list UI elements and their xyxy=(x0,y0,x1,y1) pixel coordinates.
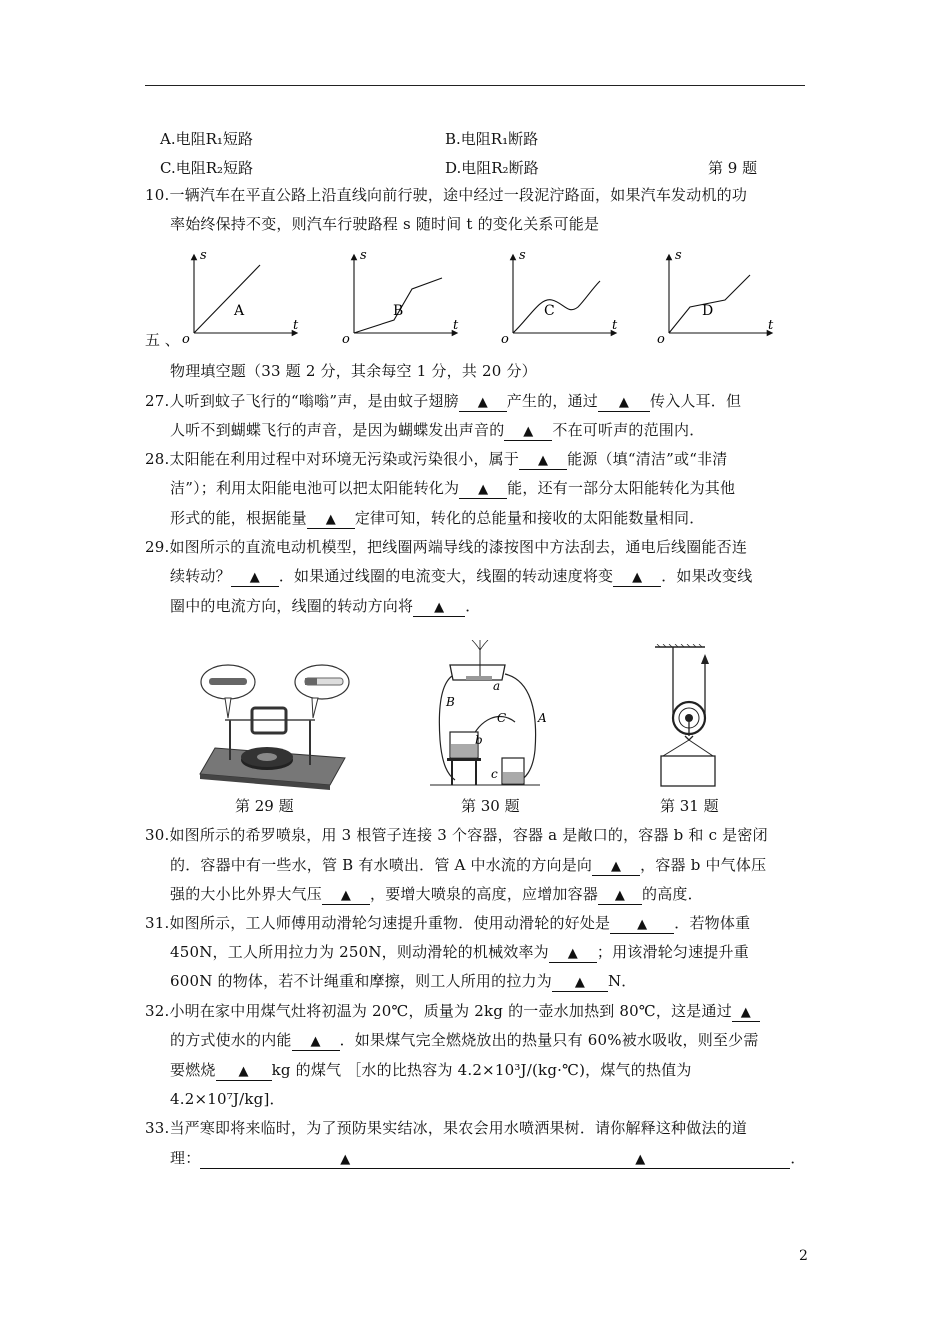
q32-text-3b: kg 的煤气 ［水的比热容为 4.2×10³J/(kg·℃)，煤气的热值为 xyxy=(271,1061,692,1079)
fig30-label-B: B xyxy=(446,695,455,709)
graph-a xyxy=(194,257,295,333)
q29-text-3a: 圈中的电流方向，线圈的转动方向将 xyxy=(170,597,414,615)
q31-text-3b: N． xyxy=(607,972,637,990)
graph-b-y-label: s xyxy=(360,248,367,263)
q31-line-3 xyxy=(170,971,636,992)
q28-line-2 xyxy=(170,478,735,499)
q30-text-2a: 的．容器中有一些水，管 B 有水喷出．管 A 中水流的方向是向 xyxy=(170,856,593,874)
q27-text-1a: 27.人听到蚊子飞行的“嗡嗡”声，是由蚊子翅膀 xyxy=(145,392,459,410)
q9-option-b: B.电阻R₁断路 xyxy=(445,130,539,148)
q31-blank-2[interactable]: ▲ xyxy=(549,946,597,963)
fig30-caption: 第 30 题 xyxy=(461,797,520,815)
graph-a-letter: A xyxy=(234,303,245,319)
q30-line-2 xyxy=(170,855,766,876)
q28-text-3b: 定律可知，转化的总能量和接收的太阳能数量相同． xyxy=(354,509,705,527)
q27-text-1c: 传入人耳．但 xyxy=(650,392,742,410)
q29-line-2 xyxy=(170,566,752,587)
graph-b-origin: o xyxy=(342,332,350,347)
q32-text-2b: ．如果煤气完全燃烧放出的热量只有 60%被水吸收，则至少需 xyxy=(339,1031,759,1049)
q30-text-3a: 强的大小比外界大气压 xyxy=(170,885,323,903)
q28-blank-1[interactable]: ▲ xyxy=(519,453,567,470)
graph-c-y-label: s xyxy=(519,248,526,263)
fig30-label-b: b xyxy=(475,733,483,747)
q28-text-3a: 形式的能，根据能量 xyxy=(170,509,307,527)
q29-blank-2[interactable]: ▲ xyxy=(613,570,661,587)
section-number: 五 、 xyxy=(145,331,180,349)
q32-line-3 xyxy=(170,1060,692,1081)
q30-blank-1[interactable]: ▲ xyxy=(592,859,640,876)
q31-text-1b: ．若物体重 xyxy=(674,914,751,932)
q33-text-2b: ． xyxy=(790,1149,806,1167)
fig29-motor-diagram xyxy=(195,660,355,790)
q10-line-1: 10.一辆汽车在平直公路上沿直线向前行驶，途中经过一段泥泞路面，如果汽车发动机的功 xyxy=(145,186,748,204)
q28-line-3 xyxy=(170,508,704,529)
graph-a-curve xyxy=(194,265,260,333)
q32-blank-2[interactable]: ▲ xyxy=(292,1034,340,1051)
graph-d-y-label: s xyxy=(675,248,682,263)
q32-line-4: 4.2×10⁷J/kg]． xyxy=(170,1090,285,1108)
q32-line-1 xyxy=(145,1001,760,1022)
graph-b xyxy=(354,257,455,333)
q31-text-1a: 31.如图所示，工人师傅用动滑轮匀速提升重物．使用动滑轮的好处是 xyxy=(145,914,611,932)
q32-text-1: 32.小明在家中用煤气灶将初温为 20℃，质量为 2kg 的一壶水加热到 80℃，这是通过 xyxy=(145,1002,732,1020)
q32-text-3a: 要燃烧 xyxy=(170,1061,216,1079)
q9-option-d: D.电阻R₂断路 xyxy=(445,159,539,177)
q32-blank-1[interactable]: ▲ xyxy=(732,1005,760,1022)
fig29-caption: 第 29 题 xyxy=(235,797,294,815)
q28-text-1b: 能源（填“清洁”或“非清 xyxy=(567,450,728,468)
q27-blank-3[interactable]: ▲ xyxy=(504,424,552,441)
q29-blank-1[interactable]: ▲ xyxy=(231,570,279,587)
q27-text-1b: 产生的，通过 xyxy=(506,392,598,410)
q30-line-1: 30.如图所示的希罗喷泉，用 3 根管子连接 3 个容器，容器 a 是敞口的，容器 b 和 c 是密闭 xyxy=(145,826,768,844)
graph-b-x-label: t xyxy=(453,318,459,333)
q31-line-1 xyxy=(145,913,750,934)
q32-blank-3[interactable]: ▲ xyxy=(216,1064,272,1081)
q29-line-3 xyxy=(170,596,480,617)
header-rule xyxy=(145,85,805,86)
q33-text-2a: 理： xyxy=(170,1149,201,1167)
q28-text-2b: 能，还有一部分太阳能转化为其他 xyxy=(507,479,736,497)
q9-figure-label: 第 9 题 xyxy=(708,159,758,177)
graph-c-x-label: t xyxy=(612,318,618,333)
fig30-label-C: C xyxy=(497,711,507,725)
q33-blank-1[interactable]: ▲ xyxy=(200,1152,490,1169)
q29-line-1: 29.如图所示的直流电动机模型，把线圈两端导线的漆按图中方法刮去，通电后线圈能否连 xyxy=(145,538,748,556)
fig30-heron-fountain xyxy=(430,640,570,790)
graph-c-letter: C xyxy=(544,303,555,319)
graph-c-curve xyxy=(513,281,600,333)
q27-blank-1[interactable]: ▲ xyxy=(459,395,507,412)
q28-text-2a: 洁”）；利用太阳能电池可以把太阳能转化为 xyxy=(170,479,460,497)
fig30-label-c: c xyxy=(491,767,498,781)
q30-line-3 xyxy=(170,884,703,905)
q31-blank-3[interactable]: ▲ xyxy=(552,975,608,992)
graph-d-origin: o xyxy=(657,332,665,347)
q30-text-3c: 的高度． xyxy=(642,885,703,903)
q29-text-3b: ． xyxy=(465,597,481,615)
q30-text-3b: ，要增大喷泉的高度，应增加容器 xyxy=(370,885,599,903)
q33-line-2 xyxy=(170,1148,806,1169)
q32-text-2a: 的方式使水的内能 xyxy=(170,1031,292,1049)
q28-text-1a: 28.太阳能在利用过程中对环境无污染或污染很小，属于 xyxy=(145,450,520,468)
q29-text-2b: ．如果通过线圈的电流变大，线圈的转动速度将变 xyxy=(278,567,614,585)
q33-blank-2[interactable]: ▲ xyxy=(490,1152,790,1169)
q30-text-2b: ，容器 b 中气体压 xyxy=(640,856,767,874)
graph-d-x-label: t xyxy=(768,318,774,333)
q31-text-3a: 600N 的物体，若不计绳重和摩擦，则工人所用的拉力为 xyxy=(170,972,552,990)
section-title: 物理填空题（33 题 2 分，其余每空 1 分，共 20 分） xyxy=(170,362,537,380)
q9-option-c: C.电阻R₂短路 xyxy=(160,159,254,177)
graph-c-origin: o xyxy=(501,332,509,347)
page-number: 2 xyxy=(799,1248,808,1264)
fig30-label-a: a xyxy=(493,679,501,693)
fig30-label-A: A xyxy=(538,711,547,725)
q31-line-2 xyxy=(170,942,749,963)
q30-blank-2[interactable]: ▲ xyxy=(322,888,370,905)
q31-blank-1[interactable]: ▲ xyxy=(610,917,674,934)
q27-blank-2[interactable]: ▲ xyxy=(598,395,650,412)
q29-blank-3[interactable]: ▲ xyxy=(413,600,465,617)
q31-text-2a: 450N，工人所用拉力为 250N，则动滑轮的机械效率为 xyxy=(170,943,549,961)
q9-option-a: A.电阻R₁短路 xyxy=(160,130,253,148)
q10-line-2: 率始终保持不变，则汽车行驶路程 s 随时间 t 的变化关系可能是 xyxy=(170,215,600,233)
graph-a-y-label: s xyxy=(200,248,207,263)
fig31-caption: 第 31 题 xyxy=(660,797,719,815)
graph-d-letter: D xyxy=(702,303,714,319)
q10-graphs xyxy=(180,245,810,350)
graph-b-letter: B xyxy=(393,303,404,319)
q27-text-2b: 不在可听声的范围内． xyxy=(552,421,705,439)
graph-c xyxy=(513,257,614,333)
fig31-pulley xyxy=(655,644,725,788)
graph-a-x-label: t xyxy=(293,318,299,333)
graph-d xyxy=(669,257,770,333)
q31-text-2b: ；用该滑轮匀速提升重 xyxy=(596,943,749,961)
q28-blank-2[interactable]: ▲ xyxy=(459,482,507,499)
q30-blank-3[interactable]: ▲ xyxy=(598,888,642,905)
q27-line-2 xyxy=(170,420,704,441)
q28-blank-3[interactable]: ▲ xyxy=(307,512,355,529)
q27-text-2a: 人听不到蝴蝶飞行的声音，是因为蝴蝶发出声音的 xyxy=(170,421,505,439)
q29-text-2c: ．如果改变线 xyxy=(661,567,753,585)
q33-line-1: 33.当严寒即将来临时，为了预防果实结冰，果农会用水喷洒果树．请你解释这种做法的道 xyxy=(145,1119,748,1137)
q27-line-1 xyxy=(145,391,741,412)
q32-line-2 xyxy=(170,1030,759,1051)
graph-a-origin: o xyxy=(182,332,190,347)
q29-text-2a: 续转动？ xyxy=(170,567,231,585)
q28-line-1 xyxy=(145,449,727,470)
